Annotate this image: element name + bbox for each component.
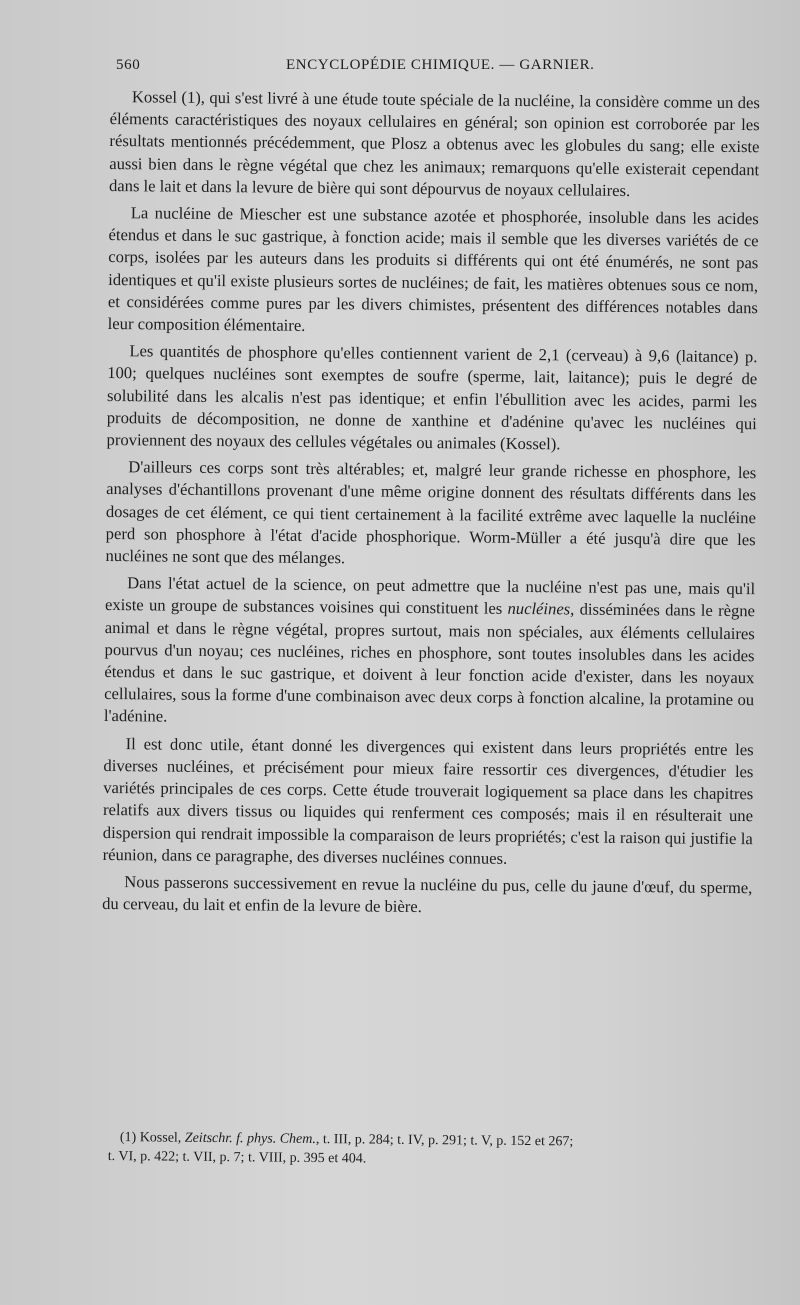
paragraph-miescher-nuclein: La nucléine de Miescher est une substance azotée et phosphorée, insoluble dans les acides étendus et dans le suc gastrique, à fonction acide; mais il semble que les diverses variétés de ce corps, isolées par les auteurs dans les produits si différents qui ont été énumérés, ne sont pas identiques et qu'il existe plusieurs sortes de nucléines; de fait, les matières obtenues sous ce nom, et considérées comme pures par les divers chimistes, présentent des différences notables dans leur composition élémentaire. (107, 203, 759, 335)
footnote-marker: (1) Kossel, (119, 1130, 185, 1146)
paragraph-current-state (104, 572, 755, 734)
paragraph-phosphorus-quantities: Les quantités de phosphore qu'elles contiennent varient de 2,1 (cerveau) à 9,6 (laitance) p. 100; quelques nucléines sont exemptes de soufre (sperme, lait, laitance); puis le degré de solubilité dans les alcalis n'est pas identique; et enfin l'ébullition avec les acides, parmi les produits de décomposition, ne donne de xanthine et d'adénine qu'avec les nucléines qui proviennent des noyaux des cellules végétales ou animales (Kossel). (106, 341, 758, 454)
footnote-refs-1: , t. III, p. 284; t. IV, p. 291; t. V, p. 152 et 267; (315, 1131, 574, 1150)
paragraph-alterability: D'ailleurs ces corps sont très altérables; et, malgré leur grande richesse en phosphore, les analyses d'échantillons provenant d'une même origine donnent des résultats différents dans les dosages de cet élément, ce qui tient certainement à la facilité extrême avec laquelle la nucléine perd son phosphore à l'état d'acide phosphorique. Worm-Müller a été jusqu'à dire que les nucléines ne sont que des mélanges. (105, 457, 757, 568)
main-text (102, 86, 760, 927)
nucleines-term: nucléines (507, 599, 571, 619)
paragraph-current-state-end: , disséminées dans le règne animal et dans le règne végétal, propres surtout, mais non spéciales, aux éléments cellulaires pourvus d'un noyau; ces nucléines, riches en phosphore, sont toutes insolubles dans les acides étendus et dans le suc gastrique, et doivent à leur fonction acide d'exister, dans les noyaux cellulaires, sous la forme d'une combinaison avec deux corps à fonction alcaline, la protamine ou l'adénine. (103, 599, 756, 727)
paragraph-current-state-start: Dans l'état actuel de la science, on peut admettre que la nucléine n'est pas une, mais qu'il existe un groupe de substances voisines qui constituent les (104, 573, 756, 619)
footnote-journal: Zeitschr. f. phys. Chem. (184, 1130, 316, 1147)
page-number: 560 (116, 57, 141, 73)
footnote-line-2: t. VI, p. 422; t. VII, p. 7; t. VIII, p. 395 et 404. (107, 1148, 367, 1167)
footnote (108, 1128, 768, 1172)
paragraph-kossel: Kossel (1), qui s'est livré à une étude toute spéciale de la nucléine, la considère comme un des éléments caractéristiques des noyaux cellulaires en général; son opinion est corroborée par les résultats mentionnés précédemment, que Plosz a obtenus avec les globules du sang; elle existe aussi bien dans le règne végétal que chez les animaux; remarquons qu'elle existerait cependant dans le lait et dans la levure de bière qui sont dépourvus de noyaux cellulaires. (108, 87, 760, 200)
paragraph-review-list: Nous passerons successivement en revue la nucléine du pus, celle du jaune d'œuf, du sperme, du cerveau, du lait et enfin de la levure de bière. (102, 872, 753, 917)
paragraph-study-plan: Il est donc utile, étant donné les divergences qui existent dans leurs propriétés entre les diverses nucléines, et précisément pour mieux faire ressortir ces divergences, d'étudier les variétés principales de ces corps. Cette étude trouverait logiquement sa place dans les chapitres relatifs aux divers tissus ou liquides qui renferment ces composés; mais il en résulterait une dispersion qui rendrait impossible la comparaison de leurs propriétés; c'est la raison qui justifie la réunion, dans ce paragraphe, des diverses nucléines connues. (102, 733, 754, 868)
running-title: ENCYCLOPÉDIE CHIMIQUE. — GARNIER. (286, 57, 595, 73)
